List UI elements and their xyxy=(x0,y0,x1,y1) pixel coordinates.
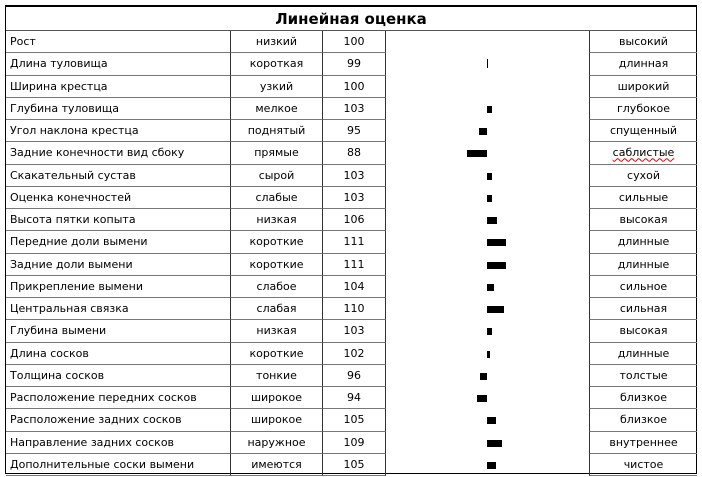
table-row xyxy=(6,231,696,253)
high-label-text: внутреннее xyxy=(609,435,678,449)
table-row xyxy=(6,53,696,75)
table-row xyxy=(6,298,696,320)
table-row xyxy=(6,187,696,209)
low-label: короткие xyxy=(231,254,323,276)
high-label-text: сильные xyxy=(618,190,669,204)
value-bar xyxy=(477,395,487,402)
table-title: Линейная оценка xyxy=(6,7,696,31)
table-row xyxy=(6,120,696,142)
table-row xyxy=(6,343,696,365)
trait-value: 102 xyxy=(323,343,386,365)
high-label-text: высокая xyxy=(619,324,668,338)
low-label: слабая xyxy=(231,298,323,320)
trait-name: Скакательный сустав xyxy=(6,165,231,187)
table-row xyxy=(6,165,696,187)
trait-value: 103 xyxy=(323,98,386,120)
low-label: короткие xyxy=(231,343,323,365)
low-label: мелкое xyxy=(231,98,323,120)
trait-name: Глубина туловища xyxy=(6,98,231,120)
low-label: сырой xyxy=(231,165,323,187)
value-bar xyxy=(487,262,506,269)
high-label xyxy=(589,187,697,209)
trait-value: 100 xyxy=(323,31,386,53)
low-label: наружное xyxy=(231,432,323,454)
high-label-text: широкий xyxy=(617,79,670,93)
high-label xyxy=(589,120,697,142)
high-label xyxy=(589,165,697,187)
trait-name: Прикрепление вымени xyxy=(6,276,231,298)
table-row xyxy=(6,276,696,298)
table-row xyxy=(6,209,696,231)
high-label xyxy=(589,254,697,276)
trait-value: 94 xyxy=(323,387,386,409)
linear-assessment-table xyxy=(5,5,697,474)
high-label-text: высокая xyxy=(619,213,668,226)
trait-name: Оценка конечностей xyxy=(6,187,231,209)
high-label-text: длинная xyxy=(618,57,669,71)
table-row xyxy=(6,454,696,476)
trait-value: 104 xyxy=(323,276,386,298)
low-label: прямые xyxy=(231,142,323,164)
low-label: тонкие xyxy=(231,365,323,387)
high-label-text: близкое xyxy=(620,391,667,404)
trait-value: 106 xyxy=(323,209,386,231)
trait-name: Направление задних сосков xyxy=(6,432,231,454)
trait-name: Задние доли вымени xyxy=(6,254,231,276)
high-label xyxy=(589,343,697,365)
table-row xyxy=(6,365,696,387)
low-label: слабые xyxy=(231,187,323,209)
value-bar xyxy=(487,106,492,113)
value-bar xyxy=(487,306,504,313)
value-bar xyxy=(487,328,492,335)
trait-value: 105 xyxy=(323,454,386,476)
table-row xyxy=(6,98,696,120)
low-label: имеются xyxy=(231,454,323,476)
value-bar xyxy=(487,284,494,291)
value-bar xyxy=(487,239,506,246)
trait-name: Задние конечности вид сбоку xyxy=(6,142,231,164)
high-label-text: высокий xyxy=(619,35,668,48)
high-label xyxy=(589,53,697,75)
high-label xyxy=(589,76,697,98)
low-label: широкое xyxy=(231,409,323,431)
low-label: слабое xyxy=(231,276,323,298)
trait-name: Угол наклона крестца xyxy=(6,120,231,142)
trait-name: Длина туловища xyxy=(6,53,231,75)
table-row xyxy=(6,432,696,454)
table-row xyxy=(6,76,696,98)
low-label: широкое xyxy=(231,387,323,409)
trait-name: Длина сосков xyxy=(6,343,231,365)
trait-name: Центральная связка xyxy=(6,298,231,320)
trait-value: 103 xyxy=(323,320,386,342)
high-label xyxy=(589,409,697,431)
high-label-text: сухой xyxy=(627,168,660,182)
trait-name: Рост xyxy=(6,31,231,53)
high-label xyxy=(589,454,697,476)
trait-value: 105 xyxy=(323,409,386,431)
trait-name: Толщина сосков xyxy=(6,365,231,387)
trait-value: 109 xyxy=(323,432,386,454)
trait-name: Глубина вымени xyxy=(6,320,231,342)
low-label: низкий xyxy=(231,31,323,53)
high-label xyxy=(589,387,697,409)
value-bar xyxy=(487,417,496,424)
high-label-text: толстые xyxy=(619,368,668,382)
low-label: короткие xyxy=(231,231,323,253)
low-label: низкая xyxy=(231,209,323,231)
table-row xyxy=(6,320,696,342)
high-label xyxy=(589,365,697,387)
high-label xyxy=(589,98,697,120)
high-label xyxy=(589,209,697,231)
value-bar xyxy=(487,59,488,68)
table-row xyxy=(6,387,696,409)
high-label-text: сильная xyxy=(619,302,668,315)
trait-value: 96 xyxy=(323,365,386,387)
high-label-text: длинные xyxy=(617,346,670,360)
trait-name: Дополнительные соски вымени xyxy=(6,454,231,476)
high-label-text: чистое xyxy=(623,457,664,471)
high-label-text: длинные xyxy=(617,257,670,271)
high-label-text: близкое xyxy=(620,413,667,427)
high-label xyxy=(589,142,697,164)
trait-value: 103 xyxy=(323,187,386,209)
high-label-text: сильное xyxy=(619,279,668,293)
trait-value: 88 xyxy=(323,142,386,164)
value-bar xyxy=(480,373,487,380)
trait-value: 99 xyxy=(323,53,386,75)
value-bar xyxy=(487,462,496,469)
trait-value: 100 xyxy=(323,76,386,98)
high-label-text: спущенный xyxy=(609,124,678,137)
high-label xyxy=(589,432,697,454)
high-label xyxy=(589,276,697,298)
table-row xyxy=(6,254,696,276)
high-label xyxy=(589,231,697,253)
trait-name: Расположение передних сосков xyxy=(6,387,231,409)
value-bar xyxy=(487,173,492,180)
low-label: низкая xyxy=(231,320,323,342)
high-label-text: глубокое xyxy=(617,101,670,115)
trait-name: Ширина крестца xyxy=(6,76,231,98)
table-row xyxy=(6,142,696,164)
high-label xyxy=(589,31,697,53)
trait-value: 95 xyxy=(323,120,386,142)
value-bar xyxy=(487,217,497,224)
low-label: короткая xyxy=(231,53,323,75)
high-label-text: саблистые xyxy=(612,146,675,160)
trait-value: 110 xyxy=(323,298,386,320)
trait-value: 111 xyxy=(323,254,386,276)
trait-name: Высота пятки копыта xyxy=(6,209,231,231)
value-bar xyxy=(487,440,502,447)
low-label: узкий xyxy=(231,76,323,98)
trait-name: Передние доли вымени xyxy=(6,231,231,253)
low-label: поднятый xyxy=(231,120,323,142)
trait-value: 103 xyxy=(323,165,386,187)
high-label-text: длинные xyxy=(617,235,670,249)
value-bar xyxy=(487,195,492,202)
trait-name: Расположение задних сосков xyxy=(6,409,231,431)
value-bar xyxy=(487,351,490,358)
value-bar xyxy=(479,128,488,135)
high-label xyxy=(589,298,697,320)
trait-value: 111 xyxy=(323,231,386,253)
high-label xyxy=(589,320,697,342)
table-row xyxy=(6,31,696,53)
value-bar xyxy=(467,150,487,157)
table-row xyxy=(6,409,696,431)
